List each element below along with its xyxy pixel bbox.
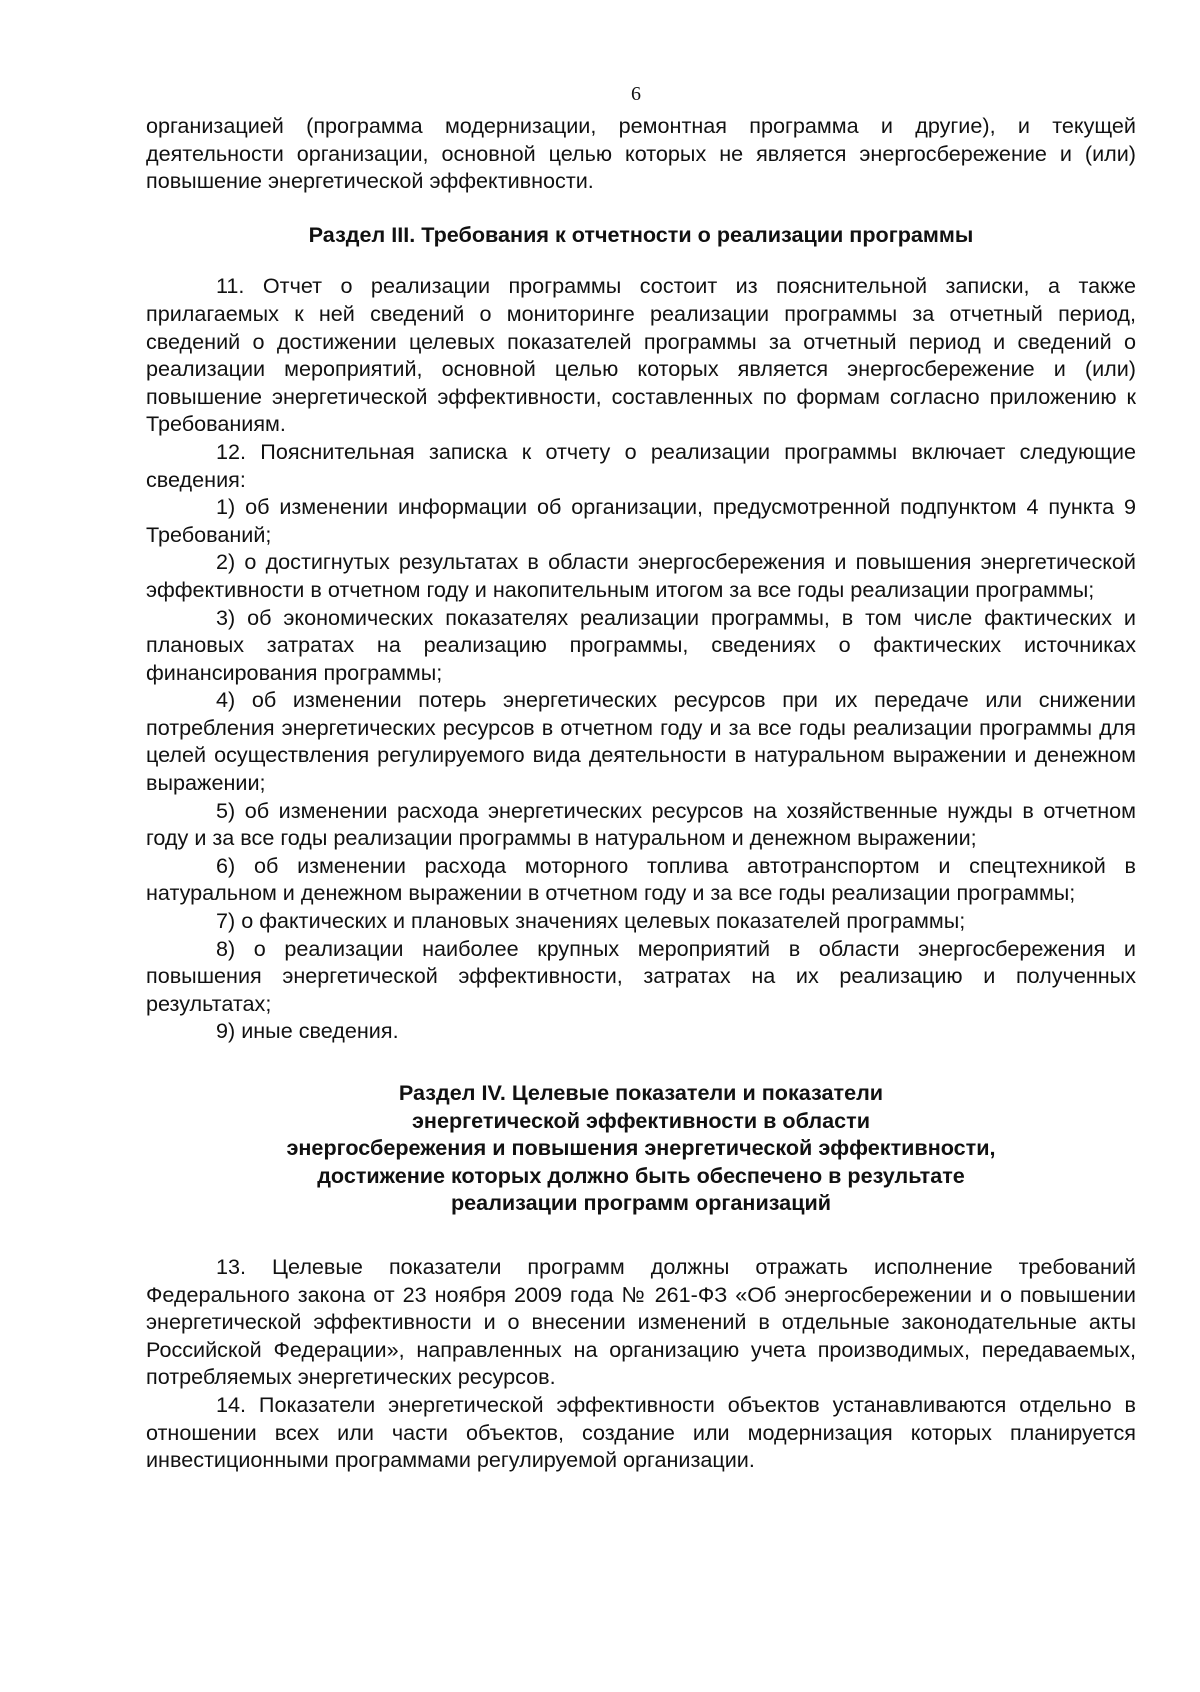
section-3-body — [146, 272, 1136, 1045]
section-4-heading-line: Раздел IV. Целевые показатели и показатели — [398, 1080, 884, 1105]
section-4-heading-line: реализации программ организаций — [450, 1190, 832, 1216]
section-4-heading-line: энергетической эффективности в области — [411, 1107, 871, 1133]
document-page — [146, 76, 1136, 1474]
paragraph-11: 11. Отчет о реализации программы состоит из пояснительной записки, а также прилагаемых к ней сведений о мониторинге реализации программы за отчетный период, сведений о достижении целевых показателей программы за отчетный период и сведений о реализации мероприятий, основной целью которых является энергосбережение и (или) повышение энергетической эффективности, составленных по формам согласно приложению к Требованиям. — [146, 273, 1136, 437]
section-3-heading: Раздел III. Требования к отчетности о реализации программы — [308, 221, 974, 247]
list-item-4: 4) об изменении потерь энергетических ресурсов при их передаче или снижении потребления энергетических ресурсов в отчетном году и за все годы реализации программы для целей осуществления регулируемого вида деятельности в натуральном выражении и денежном выражении; — [146, 687, 1136, 796]
section-4-body — [146, 1253, 1136, 1474]
section-4-heading-line: энергосбережения и повышения энергетической эффективности, — [286, 1135, 996, 1161]
list-item-6: 6) об изменении расхода моторного топлива автотранспортом и спецтехникой в натуральном и денежном выражении в отчетном году и за все годы реализации программы; — [146, 852, 1136, 906]
page-number: 6 — [631, 83, 641, 105]
list-item-1: 1) об изменении информации об организации, предусмотренной подпунктом 4 пункта 9 Требований; — [146, 494, 1136, 547]
intro-paragraph: организацией (программа модернизации, ремонтная программа и другие), и текущей деятельности организации, основной целью которых не является энергосбережение и (или) повышение энергетической эффективности. — [146, 113, 1136, 194]
list-item-3: 3) об экономических показателях реализации программы, в том числе фактических и плановых затратах на реализацию программы, сведениях о фактических источниках финансирования программы; — [146, 604, 1136, 685]
paragraph-13: 13. Целевые показатели программ должны отражать исполнение требований Федерального закона от 23 ноября 2009 года № 261-ФЗ «Об энергосбережении и о повышении энергетической эффективности и о внесении изменений в отдельные законодательные акты Российской Федерации», направленных на организацию учета производимых, передаваемых, потребляемых энергетических ресурсов. — [146, 1253, 1136, 1390]
list-item-7: 7) о фактических и плановых значениях целевых показателей программы; — [216, 908, 966, 934]
paragraph-12: 12. Пояснительная записка к отчету о реализации программы включает следующие сведения: — [146, 438, 1136, 492]
section-4-heading — [146, 1079, 1136, 1217]
list-item-9: 9) иные сведения. — [216, 1018, 399, 1044]
section-4-heading-line: достижение которых должно быть обеспечено в результате — [317, 1162, 965, 1188]
list-item-2: 2) о достигнутых результатах в области энергосбережения и повышения энергетической эффективности в отчетном году и накопительным итогом за все годы реализации программы; — [146, 549, 1136, 602]
paragraph-14: 14. Показатели энергетической эффективности объектов устанавливаются отдельно в отношении всех или части объектов, создание или модернизация которых планируется инвестиционными программами регулируемой организации. — [146, 1391, 1136, 1473]
list-item-5: 5) об изменении расхода энергетических ресурсов на хозяйственные нужды в отчетном году и за все годы реализации программы в натуральном и денежном выражении; — [146, 797, 1136, 851]
list-item-8: 8) о реализации наиболее крупных мероприятий в области энергосбережения и повышения энергетической эффективности, затратах на их реализацию и полученных результатах; — [146, 935, 1136, 1016]
